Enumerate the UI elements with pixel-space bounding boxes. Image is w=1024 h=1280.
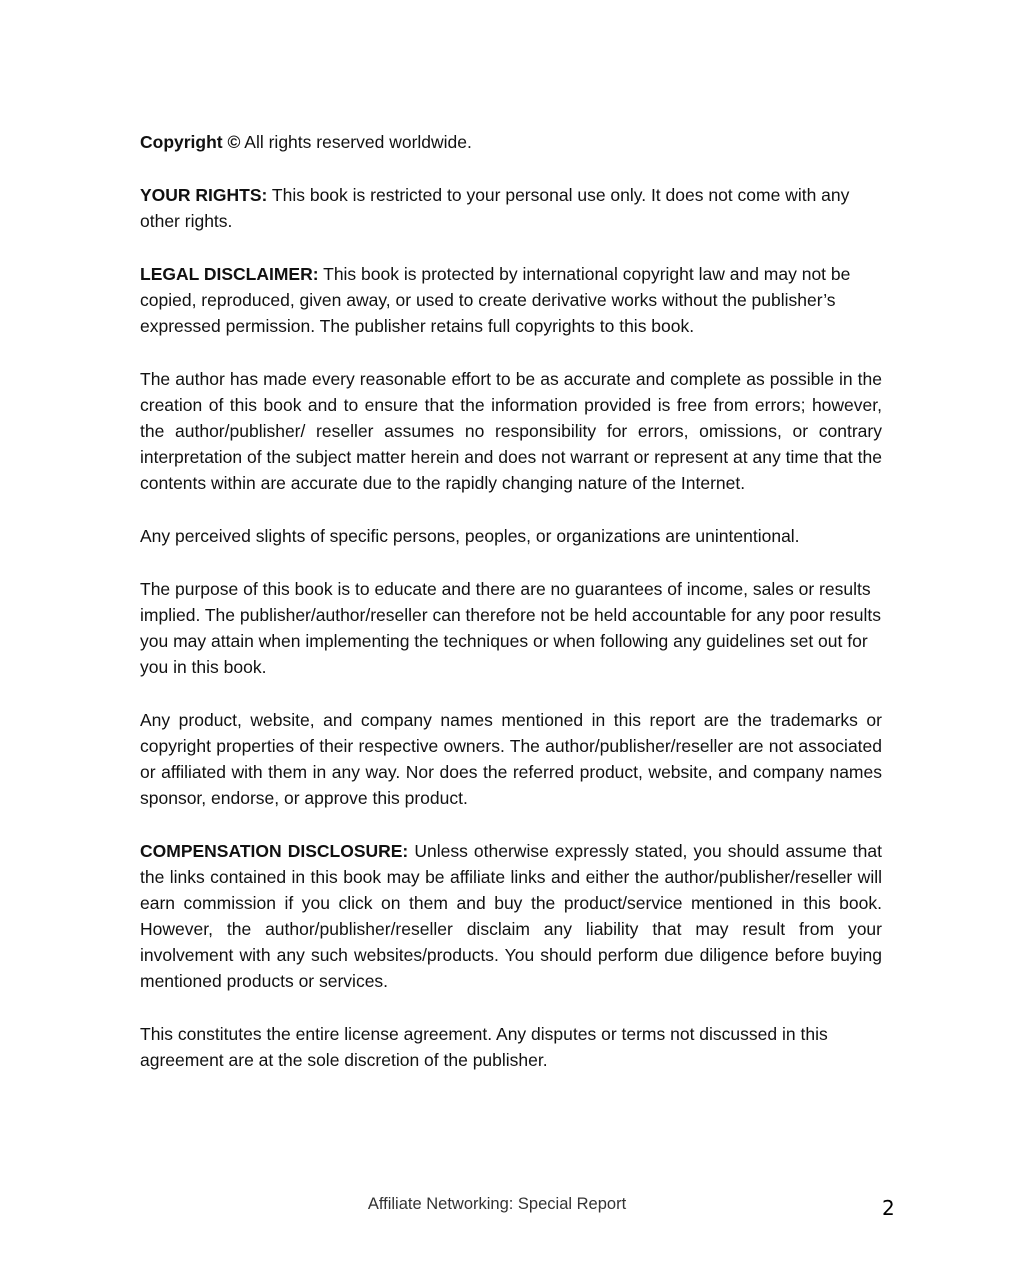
copyright-text: All rights reserved worldwide.	[240, 132, 472, 152]
copyright-paragraph	[140, 129, 882, 155]
trademarks-paragraph: Any product, website, and company names mentioned in this report are the trademarks or copyright properties of their respective owners. The author/publisher/reseller are not associated or affiliated with them in any way. Nor does the referred product, website, and company names sponsor, endorse, or approve this product.	[140, 710, 882, 808]
license-paragraph: This constitutes the entire license agreement. Any disputes or terms not discussed in this agreement are at the sole discretion of the publisher.	[140, 1024, 828, 1070]
your-rights-text: This book is restricted to your personal use only. It does not come with any other rights.	[140, 185, 850, 231]
your-rights-label: YOUR RIGHTS:	[140, 185, 268, 205]
legal-disclaimer-paragraph	[140, 261, 882, 339]
your-rights-paragraph	[140, 182, 882, 234]
page-number: 2	[882, 1196, 895, 1220]
legal-disclaimer-label: LEGAL DISCLAIMER:	[140, 264, 319, 284]
copyright-label: Copyright ©	[140, 132, 241, 152]
legal-disclaimer-text: This book is protected by international copyright law and may not be copied, reproduced, given away, or used to create derivative works without the publisher’s expressed permission. The publisher retains full copyrights to this book.	[140, 264, 851, 336]
compensation-paragraph	[140, 838, 882, 994]
compensation-label: COMPENSATION DISCLOSURE:	[140, 841, 409, 861]
compensation-text: Unless otherwise expressly stated, you should assume that the links contained in this book may be affiliate links and either the author/publisher/reseller will earn commission if you click on them and buy the product/service mentioned in this book. However, the author/publisher/reseller disclaim any liability that may result from your involvement with any such websites/products. You should perform due diligence before buying mentioned products or services.	[140, 841, 882, 991]
document-page	[140, 129, 882, 1100]
slights-paragraph: Any perceived slights of specific persons, peoples, or organizations are unintentional.	[140, 526, 800, 546]
purpose-paragraph: The purpose of this book is to educate and there are no guarantees of income, sales or results implied. The publisher/author/reseller can therefore not be held accountable for any poor results you may attain when implementing the techniques or when following any guidelines set out for you in this book.	[140, 579, 881, 677]
accuracy-paragraph: The author has made every reasonable effort to be as accurate and complete as possible in the creation of this book and to ensure that the information provided is free from errors; however, the author/publisher/ reseller assumes no responsibility for errors, omissions, or contrary interpretation of the subject matter herein and does not warrant or represent at any time that the contents within are accurate due to the rapidly changing nature of the Internet.	[140, 369, 882, 493]
footer-title: Affiliate Networking: Special Report	[367, 1195, 627, 1213]
